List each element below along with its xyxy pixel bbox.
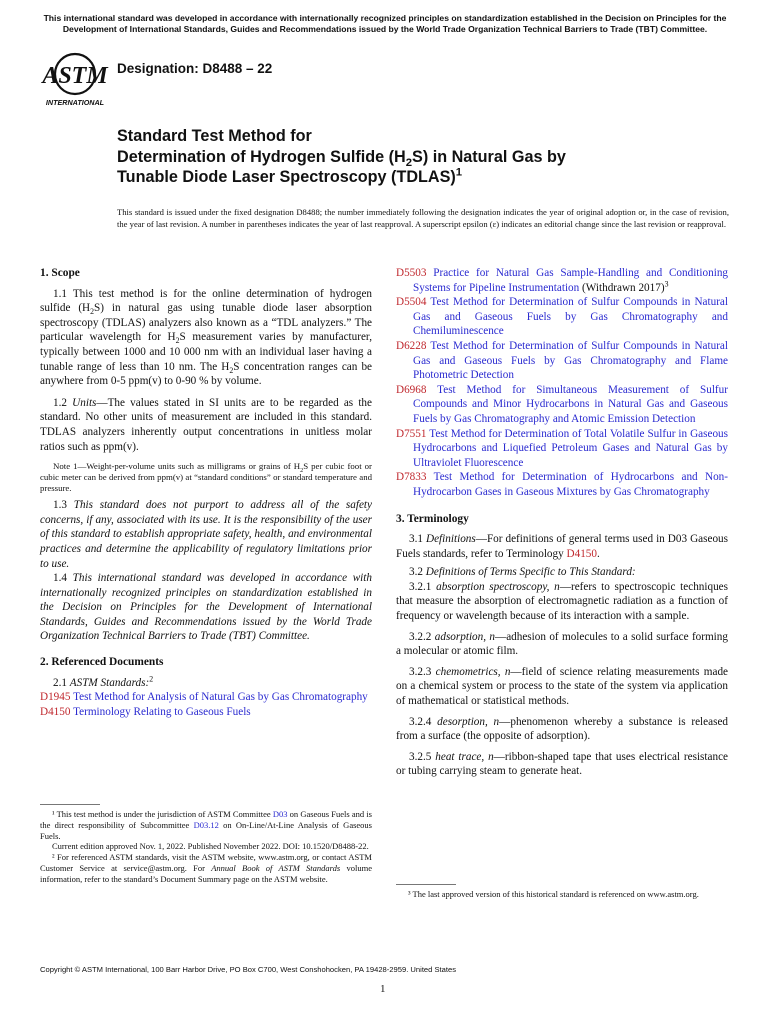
footnotes-right bbox=[396, 884, 728, 900]
definition-term: heat trace, n bbox=[435, 750, 494, 763]
intro-paragraph: This standard is issued under the fixed designation D8488; the number immediately following the designation indicates the year of original adoption or, in the case of revision, the year of last revision. A number in parentheses indicates the year of last reapproval. A superscript epsilon (ε) indicates an editorial change since the last revision or reapproval. bbox=[117, 207, 729, 230]
reference-item[interactable] bbox=[396, 427, 728, 471]
reference-code[interactable]: D7551 bbox=[396, 427, 427, 440]
terminology-3-2: 3.2 Definitions of Terms Specific to This Standard: bbox=[409, 566, 636, 579]
footnote-1-edition: Current edition approved Nov. 1, 2022. Published November 2022. DOI: 10.1520/D8488-22. bbox=[52, 841, 369, 852]
title-line-3-text: Tunable Diode Laser Spectroscopy (TDLAS) bbox=[117, 168, 456, 186]
logo-subtext: INTERNATIONAL bbox=[45, 98, 105, 107]
title-line-2-a: Determination of Hydrogen Sulfide (H bbox=[117, 147, 406, 166]
definition-term: chemometrics, n bbox=[435, 665, 511, 678]
reference-item[interactable] bbox=[396, 295, 728, 339]
left-reference-list bbox=[40, 690, 372, 719]
link-d4150[interactable]: D4150 bbox=[566, 547, 597, 560]
reference-item[interactable] bbox=[40, 705, 372, 720]
definition-item: 3.2.2 adsorption, n—adhesion of molecules to a solid surface forming a molecular or atomic film. bbox=[396, 630, 728, 658]
definition-item: 3.2.5 heat trace, n—ribbon-shaped tape that uses electrical resistance or tubing carrying steam to generate heat. bbox=[396, 750, 729, 778]
footnotes-left bbox=[40, 804, 372, 885]
reference-item[interactable] bbox=[396, 470, 728, 499]
footnote-3: ³ The last approved version of this historical standard is referenced on www.astm.org. bbox=[408, 889, 699, 899]
link-d03-12[interactable]: D03.12 bbox=[193, 819, 219, 830]
reference-title[interactable]: Test Method for Determination of Sulfur Compounds in Natural Gas and Gaseous Fuels by Gas Chromatography and Chemiluminescence bbox=[413, 296, 728, 338]
definition-item: 3.2.4 desorption, n—phenomenon whereby a substance is released from a surface (the opposite of adsorption). bbox=[396, 715, 729, 743]
title-line-3 bbox=[117, 167, 677, 188]
title-footnote-marker: 1 bbox=[455, 166, 463, 179]
astm-logo-icon bbox=[40, 50, 110, 108]
reference-title[interactable]: Test Method for Determination of Total Volatile Sulfur in Gaseous Hydrocarbons and Liquefied Petroleum Gases and Natural Gas by Ultraviolet Fluorescence bbox=[413, 427, 728, 469]
definition-item: 3.2.1 absorption spectroscopy, n—refers to spectroscopic techniques that measure the absorption of electromagnetic radiation as a function of frequency or wavelength because of its interaction with a sample. bbox=[396, 580, 728, 623]
footnote-1: ¹ This test method is under the jurisdiction of ASTM Committee D03 on Gaseous Fuels and is the direct responsibility of Subcommittee D03.12 on On-Line/At-Line Analysis of Gaseous Fuels. bbox=[40, 809, 372, 841]
right-reference-list bbox=[396, 295, 728, 499]
referenced-2-1: 2.1 ASTM Standards:$^2$ bbox=[53, 673, 154, 689]
link-d03[interactable]: D03 bbox=[272, 809, 288, 819]
reference-title[interactable]: Test Method for Analysis of Natural Gas by Gas Chromatography bbox=[73, 691, 368, 704]
reference-title[interactable]: Test Method for Determination of Hydrocarbons and Non-Hydrocarbon Gases in Gaseous Mixtures by Gas Chromatography bbox=[413, 471, 728, 498]
designation: Designation: D8488 – 22 bbox=[117, 61, 273, 76]
title-subscript: 2 bbox=[405, 156, 413, 169]
reference-title[interactable]: Test Method for Determination of Sulfur Compounds in Natural Gas and Gaseous Fuels by Gas Chromatography and Flame Photometric Detection bbox=[413, 339, 728, 382]
title-line-1: Standard Test Method for bbox=[117, 127, 312, 145]
definition-term: adsorption, n bbox=[434, 630, 495, 643]
reference-code[interactable]: D5504 bbox=[396, 296, 427, 309]
reference-code[interactable]: D4150 bbox=[40, 705, 71, 718]
scope-1-2: 1.2 Units—The values stated in SI units are to be regarded as the standard. No other units of measurement are included in this standard. TDLAS analyzers inherently output concentrations in unitless molar ratios such as ppm(v). bbox=[40, 396, 372, 453]
definition-term: desorption, n bbox=[437, 715, 500, 728]
copyright-line: Copyright © ASTM International, 100 Barr Harbor Drive, PO Box C700, West Conshohocken, PA 19428-2959. United States bbox=[40, 965, 457, 974]
scope-1-3: 1.3 This standard does not purport to address all of the safety concerns, if any, associated with its use. It is the responsibility of the user of this standard to establish appropriate safety, health, and environmental practices and determine the applicability of regulatory limitations prior to use. bbox=[40, 499, 373, 570]
reference-item[interactable] bbox=[396, 383, 728, 427]
section-heading-terminology: 3. Terminology bbox=[396, 512, 469, 525]
title-line-2 bbox=[117, 147, 677, 168]
scope-1-4: 1.4 This international standard was developed in accordance with internationally recognized principles on standardization established in the Decision on Principles for the Development of International Standards, Guides and Recommendations issued by the World Trade Organization Technical Barriers to Trade (TBT) Committee. bbox=[40, 572, 372, 643]
right-column bbox=[396, 266, 728, 785]
left-column bbox=[40, 266, 372, 719]
definition-item: 3.2.3 chemometrics, n—field of science relating measurements made on a chemical system or process to the state of the system via application of mathematical or statistical methods. bbox=[396, 665, 728, 708]
section-heading-referenced-documents: 2. Referenced Documents bbox=[40, 656, 164, 669]
reference-code[interactable]: D6968 bbox=[396, 383, 427, 396]
reference-title[interactable]: Terminology Relating to Gaseous Fuels bbox=[73, 705, 251, 718]
logo-text: ASTM bbox=[42, 63, 108, 89]
note-1: Note 1—Weight-per-volume units such as milligrams or grains of $H_2S$ per cubic foot or cubic meter can be derived from ppm(v) at “standard conditions” or standard temperature and pressure. bbox=[40, 461, 372, 494]
definition-list bbox=[396, 580, 728, 779]
reference-item[interactable]: D5503 Practice for Natural Gas Sample-Handling and Conditioning Systems for Pipeline Instrumentation (Withdrawn 2017)$^3$ bbox=[396, 267, 729, 294]
footnote-2: ² For referenced ASTM standards, visit the ASTM website, www.astm.org, or contact ASTM Customer Service at service@astm.org. For Annual Book of ASTM Standards volume information, refer to the standard’s Document Summary page on the ASTM website. bbox=[40, 852, 372, 884]
definition-term: absorption spectroscopy, n bbox=[436, 580, 560, 593]
top-notice: This international standard was developed in accordance with internationally recognized principles on standardization established in the Decision on Principles for the Development of International Standards, Guides and Recommendations issued by the World Trade Organization Technical Barriers to Trade (TBT) Committee. bbox=[43, 13, 727, 34]
reference-code[interactable]: D6228 bbox=[396, 339, 427, 352]
document-title bbox=[117, 126, 677, 188]
title-line-2-b: S) in Natural Gas by bbox=[412, 147, 566, 166]
section-heading-scope: 1. Scope bbox=[40, 267, 80, 279]
reference-item[interactable] bbox=[40, 690, 372, 705]
reference-title[interactable]: Test Method for Simultaneous Measurement of Sulfur Compounds and Minor Hydrocarbons in Natural Gas and Gaseous Fuels by Gas Chromatography and Atomic Emission Detection bbox=[413, 383, 728, 425]
reference-item[interactable] bbox=[396, 339, 728, 383]
page-number: 1 bbox=[380, 983, 386, 995]
reference-code[interactable]: D1945 bbox=[40, 691, 71, 704]
terminology-3-1: 3.1 Definitions—For definitions of general terms used in D03 Gaseous Fuels standards, refer to Terminology D4150. bbox=[396, 533, 728, 560]
reference-code[interactable]: D7833 bbox=[396, 471, 427, 484]
scope-1-1: 1.1 This test method is for the online determination of hydrogen sulfide $(H_2S)$ in natural gas using tunable diode laser absorption spectroscopy (TDLAS) analyzers also known as a “TDL analyzers.” The particular wavelength for $H_2S$ measurement varies by manufacturer, typically between 1000 and 10 000 nm with an individual laser having a tunable range of less than 10 nm. The $H_2S$ concentration ranges can be anywhere from 0-5 ppm(v) to 0-90 % by volume. bbox=[40, 287, 372, 388]
